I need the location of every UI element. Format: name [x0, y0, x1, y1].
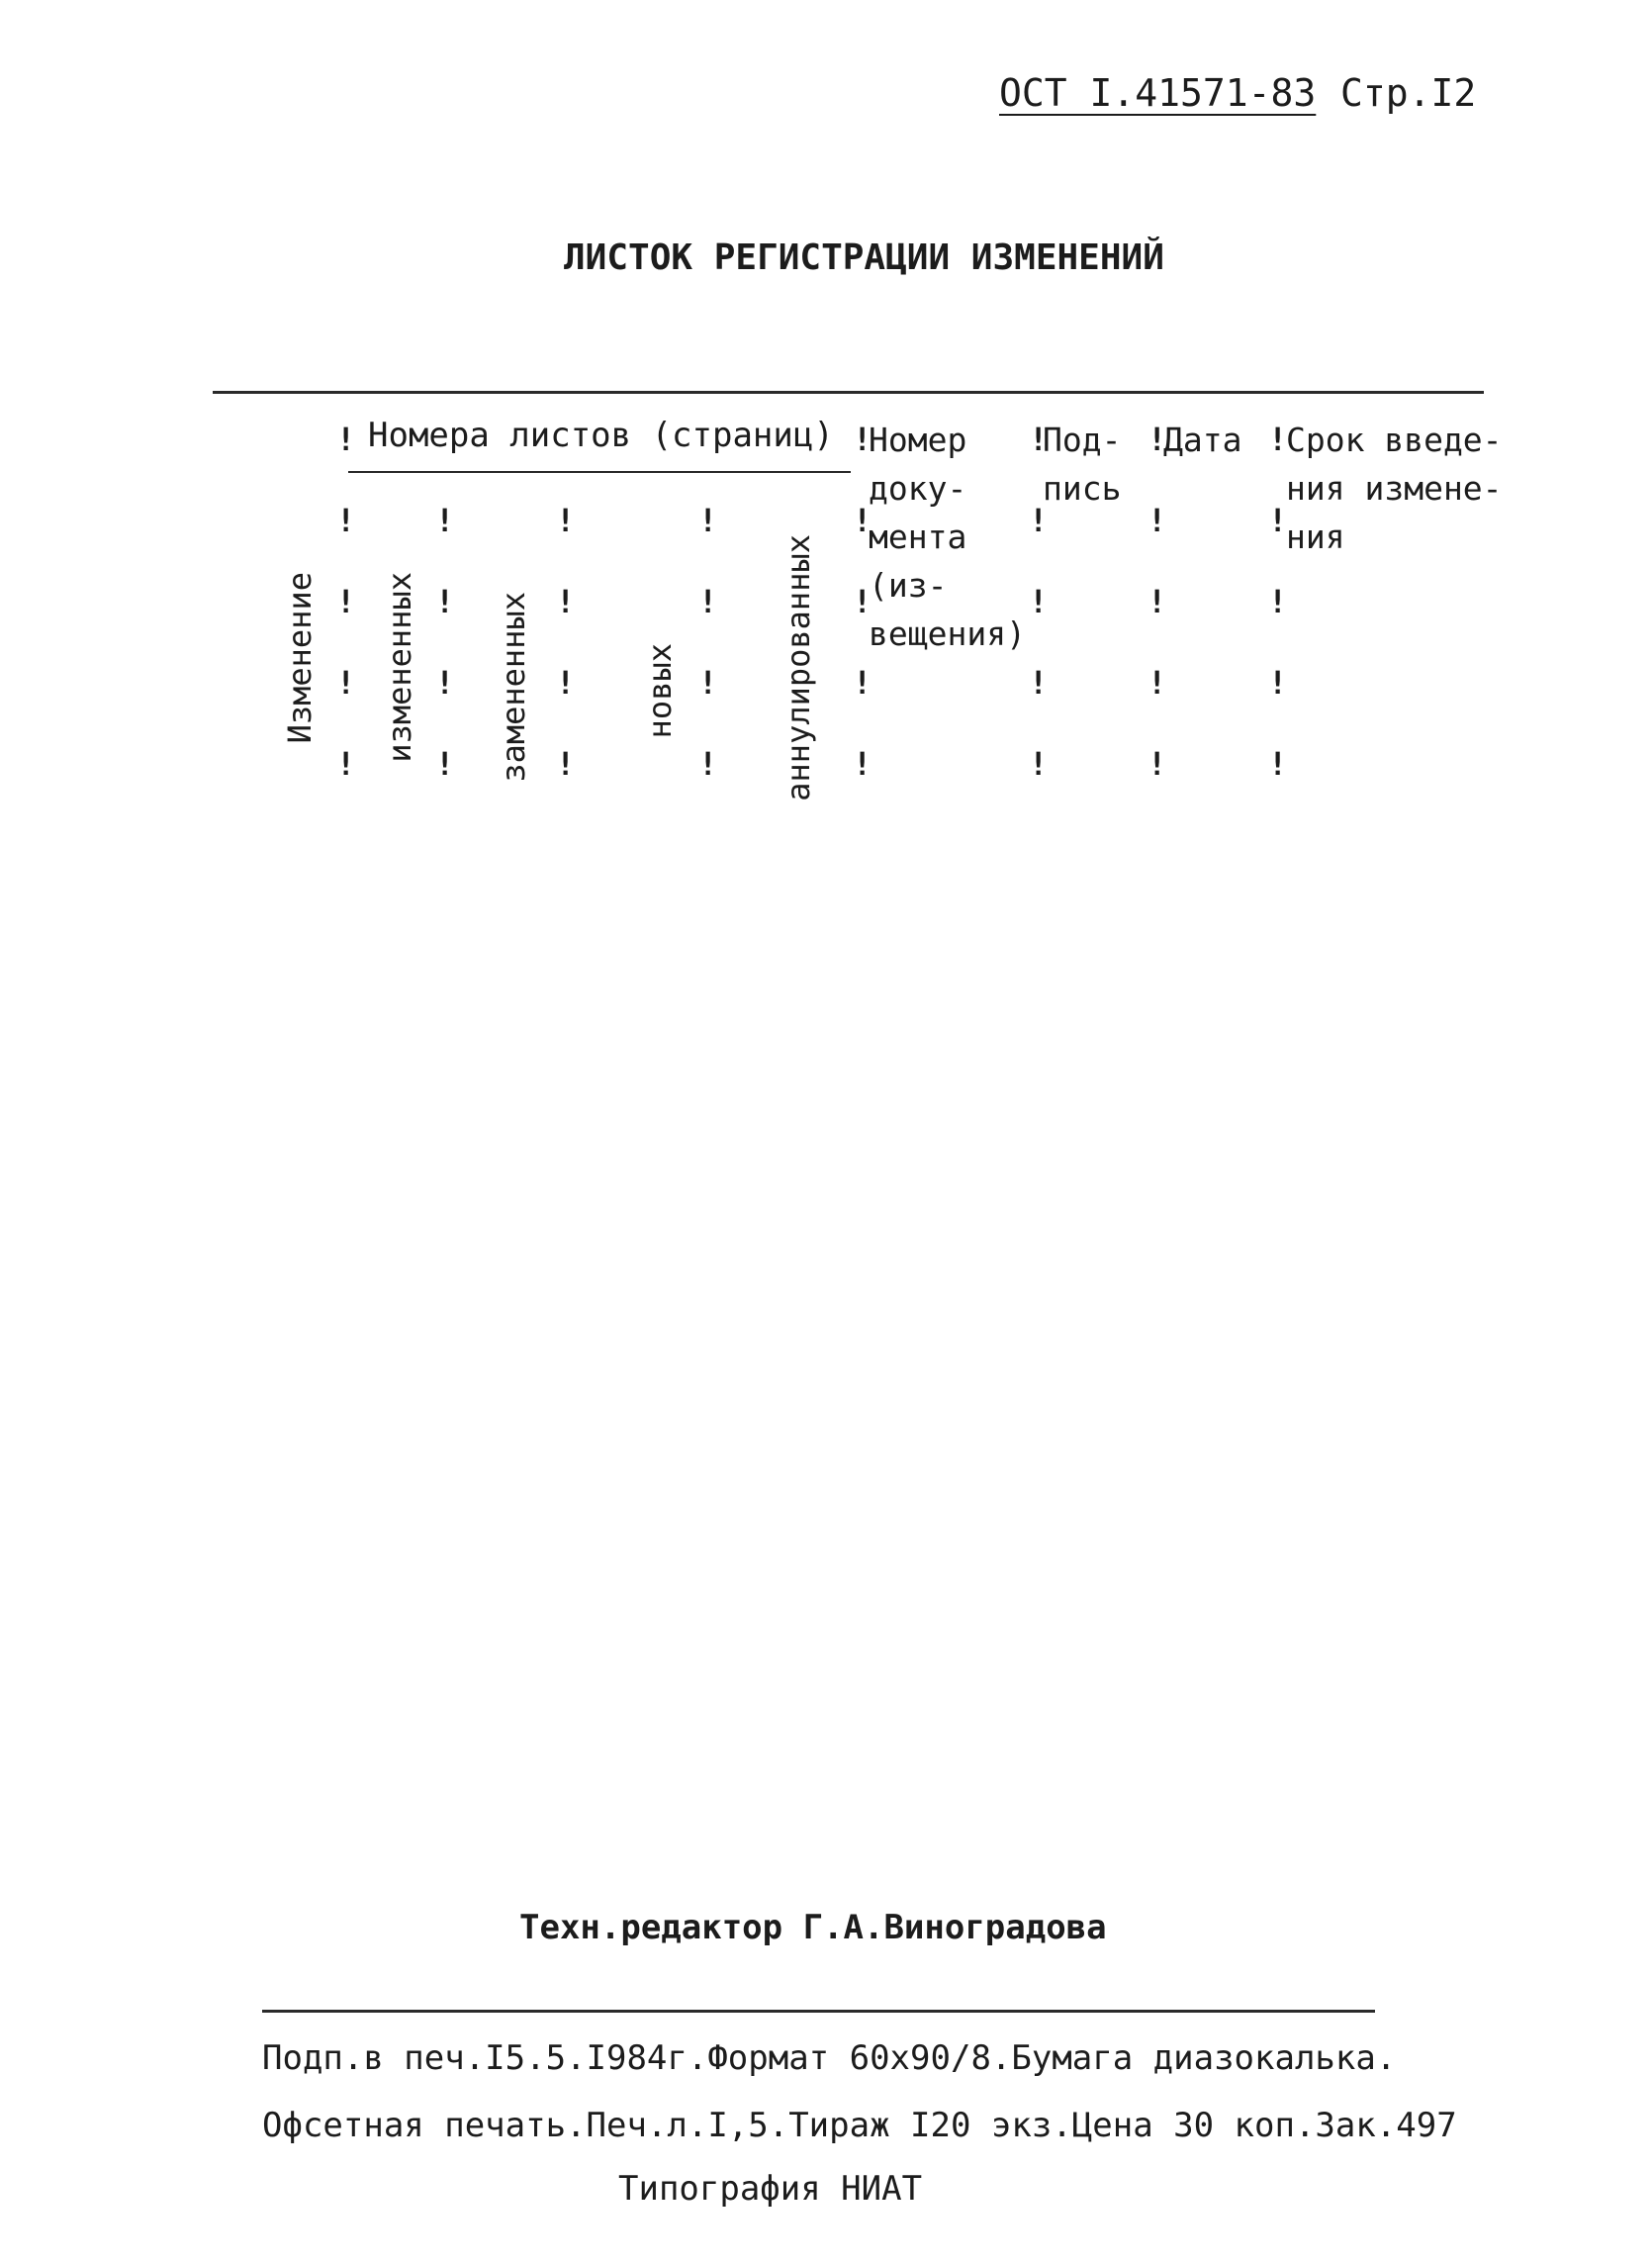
- column-separator-mark: !: [698, 745, 718, 783]
- table-top-rule: [213, 391, 1484, 394]
- page-number: Стр.I2: [1340, 71, 1477, 115]
- column-separator-mark: !: [1268, 583, 1288, 620]
- column-separator-mark: !: [435, 583, 455, 620]
- column-separator-mark: !: [698, 583, 718, 620]
- column-separator-mark: !: [1268, 502, 1288, 539]
- column-separator-mark: !: [336, 745, 356, 783]
- footer-rule: [262, 2010, 1375, 2013]
- col-header-new: новых: [641, 643, 679, 739]
- column-separator-mark: !: [556, 745, 576, 783]
- column-separator-mark: !: [853, 664, 872, 702]
- column-separator-mark: !: [1147, 583, 1167, 620]
- column-separator-mark: !: [853, 583, 872, 620]
- printing-house: Типография НИАТ: [618, 2169, 923, 2209]
- column-separator-mark: !: [1029, 745, 1049, 783]
- imprint-line-2: Офсетная печать.Печ.л.I,5.Тираж I20 экз.Цена 30 коп.Зак.497: [262, 2106, 1457, 2145]
- column-separator-mark: !: [1147, 745, 1167, 783]
- column-separator-mark: !: [336, 421, 356, 458]
- col-header-replaced: замененных: [495, 592, 532, 783]
- column-separator-mark: !: [1029, 502, 1049, 539]
- column-separator-mark: !: [1268, 745, 1288, 783]
- col-header-changed: измененных: [381, 572, 418, 763]
- column-separator-mark: !: [435, 664, 455, 702]
- group-header-sheet-numbers: Номера листов (страниц): [368, 416, 834, 455]
- column-separator-mark: !: [853, 502, 872, 539]
- column-separator-mark: !: [336, 583, 356, 620]
- column-separator-mark: !: [698, 502, 718, 539]
- col-header-effective-date: Срок введе- ния измене- ния: [1286, 421, 1503, 556]
- column-separator-mark: !: [1147, 421, 1167, 458]
- column-separator-mark: !: [556, 664, 576, 702]
- column-separator-mark: !: [1147, 664, 1167, 702]
- column-separator-mark: !: [336, 664, 356, 702]
- col-header-date: Дата: [1163, 421, 1242, 459]
- column-separator-mark: !: [853, 745, 872, 783]
- tech-editor: Техн.редактор Г.А.Виноградова: [519, 1908, 1107, 1947]
- column-separator-mark: !: [1268, 664, 1288, 702]
- col-header-change: Изменение: [281, 572, 319, 744]
- standard-code: ОСТ I.41571-83: [999, 71, 1317, 115]
- col-header-signature: Под- пись: [1043, 421, 1122, 508]
- sheet-title: ЛИСТОК РЕГИСТРАЦИИ ИЗМЕНЕНИЙ: [564, 237, 1164, 278]
- column-separator-mark: !: [556, 583, 576, 620]
- column-separator-mark: !: [336, 502, 356, 539]
- column-separator-mark: !: [1268, 421, 1288, 458]
- column-separator-mark: !: [1029, 421, 1049, 458]
- column-separator-mark: !: [698, 664, 718, 702]
- col-header-cancelled: аннулированных: [780, 534, 817, 802]
- imprint-line-1: Подп.в печ.I5.5.I984г.Формат 60х90/8.Бумага диазокалька.: [262, 2038, 1397, 2078]
- column-separator-mark: !: [1147, 502, 1167, 539]
- column-separator-mark: !: [435, 745, 455, 783]
- column-separator-mark: !: [853, 421, 872, 458]
- column-separator-mark: !: [1029, 664, 1049, 702]
- group-header-rule: [348, 471, 851, 473]
- column-separator-mark: !: [1029, 583, 1049, 620]
- col-header-doc-number: Номер доку- мента (из- вещения): [869, 421, 1026, 653]
- column-separator-mark: !: [435, 502, 455, 539]
- column-separator-mark: !: [556, 502, 576, 539]
